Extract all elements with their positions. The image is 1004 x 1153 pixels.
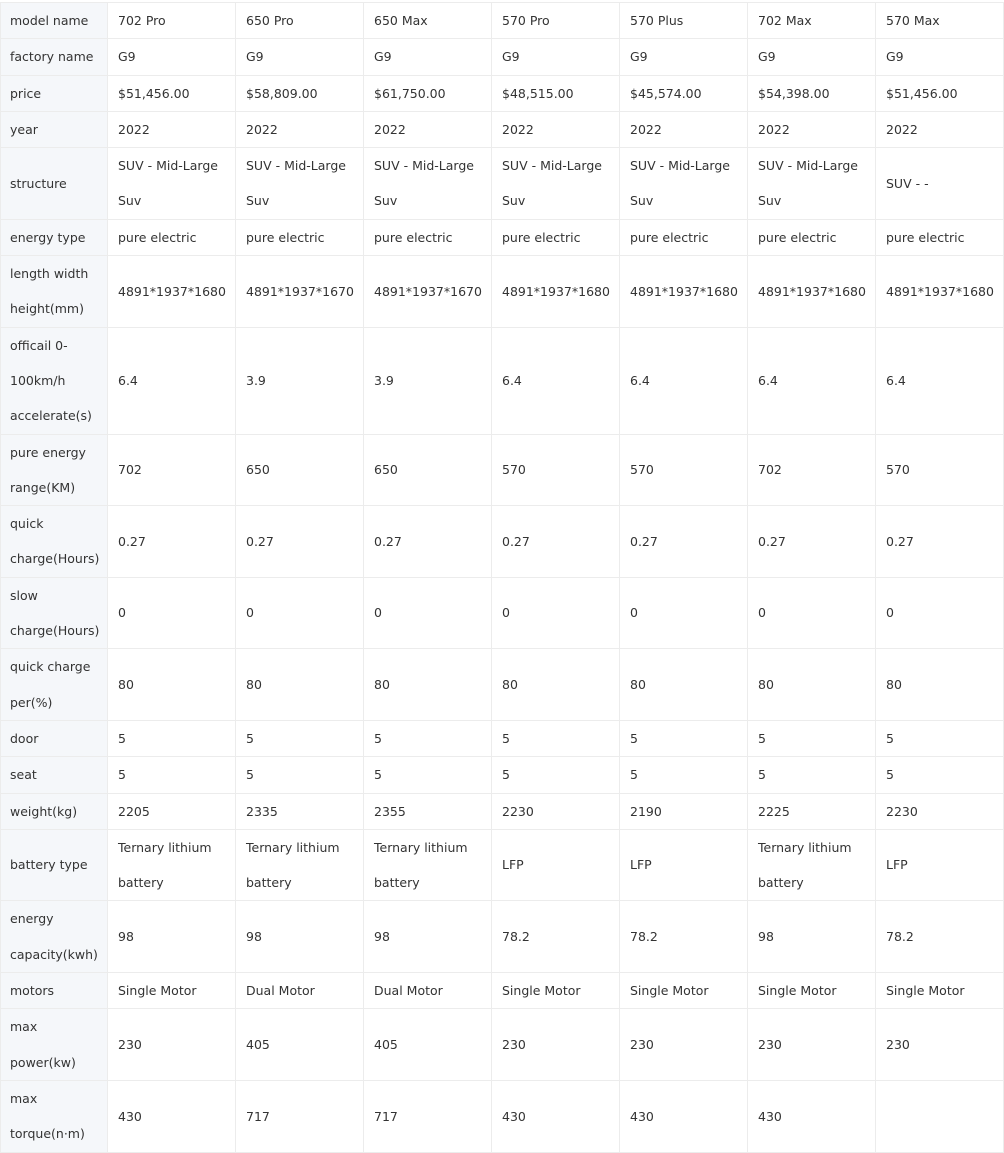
- row-label: quick charge(Hours): [1, 506, 108, 578]
- row-label: seat: [1, 757, 108, 793]
- table-cell: 2355: [364, 793, 492, 829]
- table-cell: 570: [876, 434, 1004, 506]
- row-label: pure energy range(KM): [1, 434, 108, 506]
- table-cell: 5: [876, 757, 1004, 793]
- table-cell: 3.9: [364, 327, 492, 434]
- table-cell: 0: [876, 577, 1004, 649]
- row-label: officail 0-100km/h accelerate(s): [1, 327, 108, 434]
- table-cell: 5: [236, 757, 364, 793]
- table-row: [1, 39, 1004, 75]
- table-row: [1, 3, 1004, 39]
- table-cell: 430: [108, 1080, 236, 1152]
- table-cell: 430: [748, 1080, 876, 1152]
- table-cell: 230: [108, 1009, 236, 1081]
- row-label: length width height(mm): [1, 256, 108, 328]
- row-label: motors: [1, 973, 108, 1009]
- table-cell: Ternary lithium battery: [364, 829, 492, 901]
- table-cell: $45,574.00: [620, 75, 748, 111]
- table-cell: LFP: [876, 829, 1004, 901]
- table-cell: 3.9: [236, 327, 364, 434]
- table-cell: 5: [364, 720, 492, 756]
- table-cell: SUV - Mid-Large Suv: [236, 148, 364, 220]
- table-cell: [876, 1080, 1004, 1152]
- table-cell: Dual Motor: [364, 973, 492, 1009]
- table-cell: G9: [364, 39, 492, 75]
- table-cell: pure electric: [492, 219, 620, 255]
- table-cell: 5: [620, 757, 748, 793]
- table-cell: 430: [492, 1080, 620, 1152]
- table-cell: 717: [236, 1080, 364, 1152]
- table-cell: 0: [108, 577, 236, 649]
- table-cell: 230: [748, 1009, 876, 1081]
- table-cell: 80: [492, 649, 620, 721]
- row-label: door: [1, 720, 108, 756]
- table-cell: 6.4: [108, 327, 236, 434]
- table-cell: 0.27: [620, 506, 748, 578]
- table-cell: 5: [236, 720, 364, 756]
- table-cell: 5: [364, 757, 492, 793]
- table-cell: Ternary lithium battery: [108, 829, 236, 901]
- table-cell: $54,398.00: [748, 75, 876, 111]
- table-cell: $51,456.00: [108, 75, 236, 111]
- table-cell: 2022: [492, 111, 620, 147]
- table-cell: 5: [492, 757, 620, 793]
- table-cell: 98: [364, 901, 492, 973]
- table-cell: 0: [620, 577, 748, 649]
- table-cell: 2205: [108, 793, 236, 829]
- table-cell: $51,456.00: [876, 75, 1004, 111]
- table-cell: 702: [748, 434, 876, 506]
- table-cell: 2230: [492, 793, 620, 829]
- table-row: [1, 649, 1004, 721]
- table-cell: 0.27: [876, 506, 1004, 578]
- table-cell: 650: [364, 434, 492, 506]
- table-cell: 80: [620, 649, 748, 721]
- table-cell: G9: [620, 39, 748, 75]
- table-cell: 80: [364, 649, 492, 721]
- table-cell: SUV - Mid-Large Suv: [492, 148, 620, 220]
- table-cell: 650 Pro: [236, 3, 364, 39]
- table-cell: 2022: [108, 111, 236, 147]
- table-cell: Single Motor: [620, 973, 748, 1009]
- table-cell: 98: [108, 901, 236, 973]
- table-cell: 570 Plus: [620, 3, 748, 39]
- table-cell: SUV - Mid-Large Suv: [364, 148, 492, 220]
- table-cell: 2230: [876, 793, 1004, 829]
- table-cell: 430: [620, 1080, 748, 1152]
- table-cell: G9: [876, 39, 1004, 75]
- table-cell: G9: [236, 39, 364, 75]
- table-cell: $48,515.00: [492, 75, 620, 111]
- table-cell: $58,809.00: [236, 75, 364, 111]
- table-cell: 2022: [748, 111, 876, 147]
- spec-table-body: [1, 3, 1004, 1153]
- table-cell: Ternary lithium battery: [236, 829, 364, 901]
- table-row: [1, 327, 1004, 434]
- table-cell: Single Motor: [108, 973, 236, 1009]
- table-cell: pure electric: [876, 219, 1004, 255]
- table-cell: Dual Motor: [236, 973, 364, 1009]
- table-cell: SUV - Mid-Large Suv: [748, 148, 876, 220]
- table-row: [1, 256, 1004, 328]
- table-cell: 6.4: [620, 327, 748, 434]
- row-label: energy type: [1, 219, 108, 255]
- table-cell: 5: [492, 720, 620, 756]
- table-cell: SUV - Mid-Large Suv: [620, 148, 748, 220]
- table-cell: 98: [236, 901, 364, 973]
- table-cell: 405: [364, 1009, 492, 1081]
- table-cell: pure electric: [236, 219, 364, 255]
- table-cell: 650 Max: [364, 3, 492, 39]
- table-cell: 0.27: [108, 506, 236, 578]
- table-cell: Single Motor: [748, 973, 876, 1009]
- row-label: factory name: [1, 39, 108, 75]
- table-cell: G9: [748, 39, 876, 75]
- table-cell: G9: [492, 39, 620, 75]
- table-row: [1, 577, 1004, 649]
- table-cell: 4891*1937*1680: [492, 256, 620, 328]
- row-label: max power(kw): [1, 1009, 108, 1081]
- table-cell: 5: [108, 757, 236, 793]
- table-row: [1, 720, 1004, 756]
- table-cell: 2022: [620, 111, 748, 147]
- table-cell: 0.27: [236, 506, 364, 578]
- table-cell: Ternary lithium battery: [748, 829, 876, 901]
- table-row: [1, 757, 1004, 793]
- table-cell: 0: [236, 577, 364, 649]
- table-cell: 78.2: [492, 901, 620, 973]
- row-label: energy capacity(kwh): [1, 901, 108, 973]
- row-label: price: [1, 75, 108, 111]
- table-cell: 2225: [748, 793, 876, 829]
- table-cell: pure electric: [620, 219, 748, 255]
- table-cell: 5: [876, 720, 1004, 756]
- table-row: [1, 901, 1004, 973]
- table-cell: 717: [364, 1080, 492, 1152]
- table-cell: 0.27: [492, 506, 620, 578]
- table-cell: 570 Pro: [492, 3, 620, 39]
- table-row: [1, 829, 1004, 901]
- table-cell: 80: [236, 649, 364, 721]
- table-cell: 230: [492, 1009, 620, 1081]
- table-cell: 5: [620, 720, 748, 756]
- table-cell: 650: [236, 434, 364, 506]
- table-cell: 4891*1937*1680: [620, 256, 748, 328]
- table-row: [1, 506, 1004, 578]
- table-row: [1, 1009, 1004, 1081]
- table-cell: 2022: [364, 111, 492, 147]
- table-cell: 78.2: [876, 901, 1004, 973]
- table-cell: 405: [236, 1009, 364, 1081]
- table-cell: 0.27: [748, 506, 876, 578]
- table-cell: 98: [748, 901, 876, 973]
- table-row: [1, 793, 1004, 829]
- table-cell: 4891*1937*1680: [748, 256, 876, 328]
- table-row: [1, 75, 1004, 111]
- table-cell: 80: [748, 649, 876, 721]
- table-cell: 6.4: [748, 327, 876, 434]
- row-label: weight(kg): [1, 793, 108, 829]
- table-cell: LFP: [492, 829, 620, 901]
- table-cell: 80: [108, 649, 236, 721]
- table-cell: 0: [364, 577, 492, 649]
- table-row: [1, 219, 1004, 255]
- table-cell: 702 Max: [748, 3, 876, 39]
- table-cell: 230: [620, 1009, 748, 1081]
- table-cell: 5: [748, 757, 876, 793]
- table-cell: 570: [620, 434, 748, 506]
- row-label: quick charge per(%): [1, 649, 108, 721]
- table-cell: 2190: [620, 793, 748, 829]
- table-cell: 5: [108, 720, 236, 756]
- table-row: [1, 111, 1004, 147]
- table-cell: 4891*1937*1670: [236, 256, 364, 328]
- table-cell: 4891*1937*1670: [364, 256, 492, 328]
- table-cell: pure electric: [364, 219, 492, 255]
- table-cell: G9: [108, 39, 236, 75]
- table-cell: 2335: [236, 793, 364, 829]
- table-row: [1, 148, 1004, 220]
- table-cell: 5: [748, 720, 876, 756]
- table-cell: 702 Pro: [108, 3, 236, 39]
- table-cell: $61,750.00: [364, 75, 492, 111]
- table-cell: 80: [876, 649, 1004, 721]
- row-label: battery type: [1, 829, 108, 901]
- table-cell: 0: [492, 577, 620, 649]
- row-label: year: [1, 111, 108, 147]
- table-cell: 0: [748, 577, 876, 649]
- table-cell: 78.2: [620, 901, 748, 973]
- table-row: [1, 1080, 1004, 1152]
- row-label: slow charge(Hours): [1, 577, 108, 649]
- table-cell: SUV - Mid-Large Suv: [108, 148, 236, 220]
- spec-comparison-table: [0, 2, 1004, 1153]
- table-cell: 6.4: [492, 327, 620, 434]
- table-cell: 2022: [236, 111, 364, 147]
- row-label: max torque(n·m): [1, 1080, 108, 1152]
- table-row: [1, 973, 1004, 1009]
- table-cell: 2022: [876, 111, 1004, 147]
- table-cell: Single Motor: [876, 973, 1004, 1009]
- table-cell: 702: [108, 434, 236, 506]
- row-label: model name: [1, 3, 108, 39]
- table-cell: 6.4: [876, 327, 1004, 434]
- table-row: [1, 434, 1004, 506]
- table-cell: SUV - -: [876, 148, 1004, 220]
- table-cell: 4891*1937*1680: [108, 256, 236, 328]
- table-cell: pure electric: [108, 219, 236, 255]
- row-label: structure: [1, 148, 108, 220]
- table-cell: 570 Max: [876, 3, 1004, 39]
- table-cell: 570: [492, 434, 620, 506]
- table-cell: LFP: [620, 829, 748, 901]
- table-cell: 0.27: [364, 506, 492, 578]
- table-cell: Single Motor: [492, 973, 620, 1009]
- table-cell: 230: [876, 1009, 1004, 1081]
- table-cell: 4891*1937*1680: [876, 256, 1004, 328]
- table-cell: pure electric: [748, 219, 876, 255]
